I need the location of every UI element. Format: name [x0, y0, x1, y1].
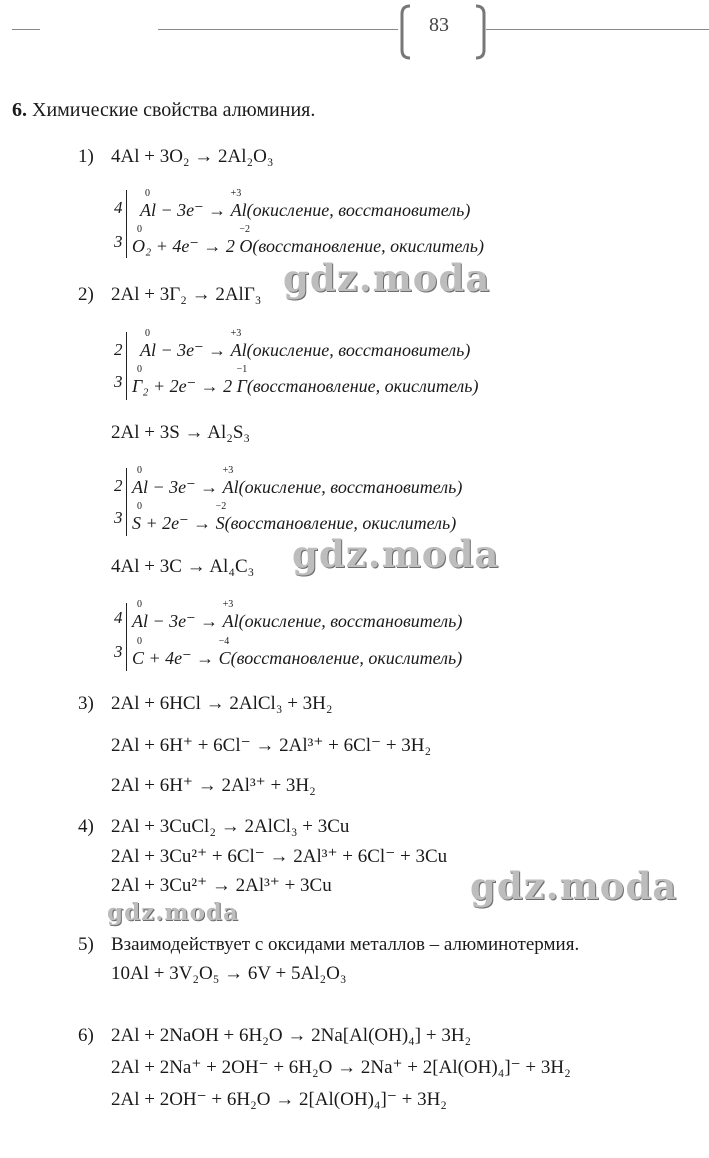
ox-state: 0: [145, 328, 150, 339]
item-label-3: 3): [78, 693, 94, 714]
ox-state: −1: [236, 364, 248, 375]
balance-coef: 4: [114, 608, 123, 627]
half-reaction-note: (окисление, восстановитель): [238, 611, 463, 631]
equation-3-full-ionic: 2Al + 6H⁺ + 6Cl⁻ → 2Al³⁺ + 6Cl⁻ + 3H₂: [111, 735, 432, 756]
ox-state: +3: [230, 328, 242, 339]
equation-4-net-ionic: 2Al + 3Cu²⁺ → 2Al³⁺ + 3Cu: [111, 875, 332, 896]
equation-2-carbon: 4Al + 3C → Al₄C₃: [111, 556, 255, 577]
half-reaction-oxidation: 0 Al − 3e⁻ → +3 Al(окисление, восстановитель): [132, 599, 463, 631]
ox-state: +3: [222, 465, 234, 476]
half-reaction-note: (восстановление, окислитель): [224, 513, 457, 533]
equation-4-full-ionic: 2Al + 3Cu²⁺ + 6Cl⁻ → 2Al³⁺ + 6Cl⁻ + 3Cu: [111, 846, 448, 867]
equation-3-net-ionic: 2Al + 6H⁺ → 2Al³⁺ + 3H₂: [111, 775, 316, 796]
balance-coef: 3: [114, 642, 123, 661]
ox-state: +3: [230, 188, 242, 199]
header-rule-center: [158, 29, 398, 30]
ox-state: 0: [137, 465, 142, 476]
half-reaction-reduction: 0 S + 2e⁻ → −2 S(восстановление, окислитель): [132, 501, 457, 533]
balance-coef: 4: [114, 198, 123, 217]
header-rule-left: [12, 29, 40, 30]
ox-state: −2: [239, 224, 251, 235]
balance-coef: 2: [114, 476, 123, 495]
equation-2-sulfur: 2Al + 3S → Al₂S₃: [111, 422, 251, 443]
half-reaction-reduction: 0 Г₂ + 2e⁻ → 2 −1 Г(восстановление, окислитель): [132, 364, 479, 396]
balance-coef: 3: [114, 372, 123, 391]
item-label-2: 2): [78, 284, 94, 305]
balance-bar-1: [126, 190, 127, 258]
ox-state: −4: [218, 636, 230, 647]
item-label-5: 5): [78, 934, 94, 955]
equation-6-full-ionic: 2Al + 2Na⁺ + 2OH⁻ + 6H₂O → 2Na⁺ + 2[Al(OH)₄]⁻ + 3H₂: [111, 1057, 571, 1078]
balance-coef: 3: [114, 508, 123, 527]
ox-state: 0: [137, 364, 142, 375]
heading-number: 6.: [12, 99, 27, 121]
half-reaction-note: (восстановление, окислитель): [252, 236, 484, 256]
balance-coef: 3: [114, 232, 123, 251]
ox-state: 0: [137, 636, 142, 647]
header-rule-right: [486, 29, 709, 30]
item-label-6: 6): [78, 1025, 94, 1046]
watermark: gdz.moda: [292, 532, 500, 576]
half-reaction-note: (окисление, восстановитель): [246, 200, 471, 220]
ox-state: 0: [145, 188, 150, 199]
equation-5: 10Al + 3V₂O₅ → 6V + 5Al₂O₃: [111, 963, 347, 984]
balance-coef: 2: [114, 340, 123, 359]
item-label-1: 1): [78, 146, 94, 167]
half-reaction-oxidation: 0 Al − 3e⁻ → +3 Al(окисление, восстановитель): [132, 465, 463, 497]
equation-6-net-ionic: 2Al + 2OH⁻ + 6H₂O → 2[Al(OH)₄]⁻ + 3H₂: [111, 1089, 447, 1110]
page-number: 83: [429, 14, 449, 36]
half-reaction-note: (окисление, восстановитель): [246, 340, 471, 360]
equation-4-molecular: 2Al + 3CuCl₂ → 2AlCl₃ + 3Cu: [111, 816, 350, 837]
half-reaction-note: (окисление, восстановитель): [238, 477, 463, 497]
balance-bar-3: [126, 468, 127, 536]
equation-6-molecular: 2Al + 2NaOH + 6H₂O → 2Na[Al(OH)₄] + 3H₂: [111, 1025, 472, 1046]
ox-state: −2: [215, 501, 227, 512]
half-reaction-oxidation: 0 Al − 3e⁻ → +3 Al(окисление, восстановитель): [140, 328, 471, 360]
half-reaction-reduction: 0 O₂ + 4e⁻ → 2 −2 O(восстановление, окислитель): [132, 224, 484, 256]
half-reaction-reduction: 0 C + 4e⁻ → −4 C(восстановление, окислитель): [132, 636, 463, 668]
half-reaction-note: (восстановление, окислитель): [246, 376, 479, 396]
ox-state: 0: [137, 224, 142, 235]
equation-3-molecular: 2Al + 6HCl → 2AlCl₃ + 3H₂: [111, 693, 333, 714]
ox-state: +3: [222, 599, 234, 610]
half-reaction-note: (восстановление, окислитель): [230, 648, 463, 668]
watermark: gdz.moda: [283, 256, 491, 300]
ox-state: 0: [137, 599, 142, 610]
watermark: gdz.moda: [470, 864, 678, 908]
equation-1: 4Al + 3O₂ → 2Al₂O₃: [111, 146, 274, 167]
balance-bar-2: [126, 332, 127, 400]
half-reaction-oxidation: 0 Al − 3e⁻ → +3 Al(окисление, восстановитель): [140, 188, 471, 220]
item-label-4: 4): [78, 816, 94, 837]
ox-state: 0: [137, 501, 142, 512]
balance-bar-4: [126, 603, 127, 671]
watermark: gdz.moda: [107, 899, 239, 926]
aluminothermy-text: Взаимодействует с оксидами металлов – алюминотермия.: [111, 934, 580, 955]
heading-title: Химические свойства алюминия.: [32, 99, 316, 121]
section-heading: [12, 99, 315, 122]
equation-2: 2Al + 3Г₂ → 2AlГ₃: [111, 284, 262, 305]
